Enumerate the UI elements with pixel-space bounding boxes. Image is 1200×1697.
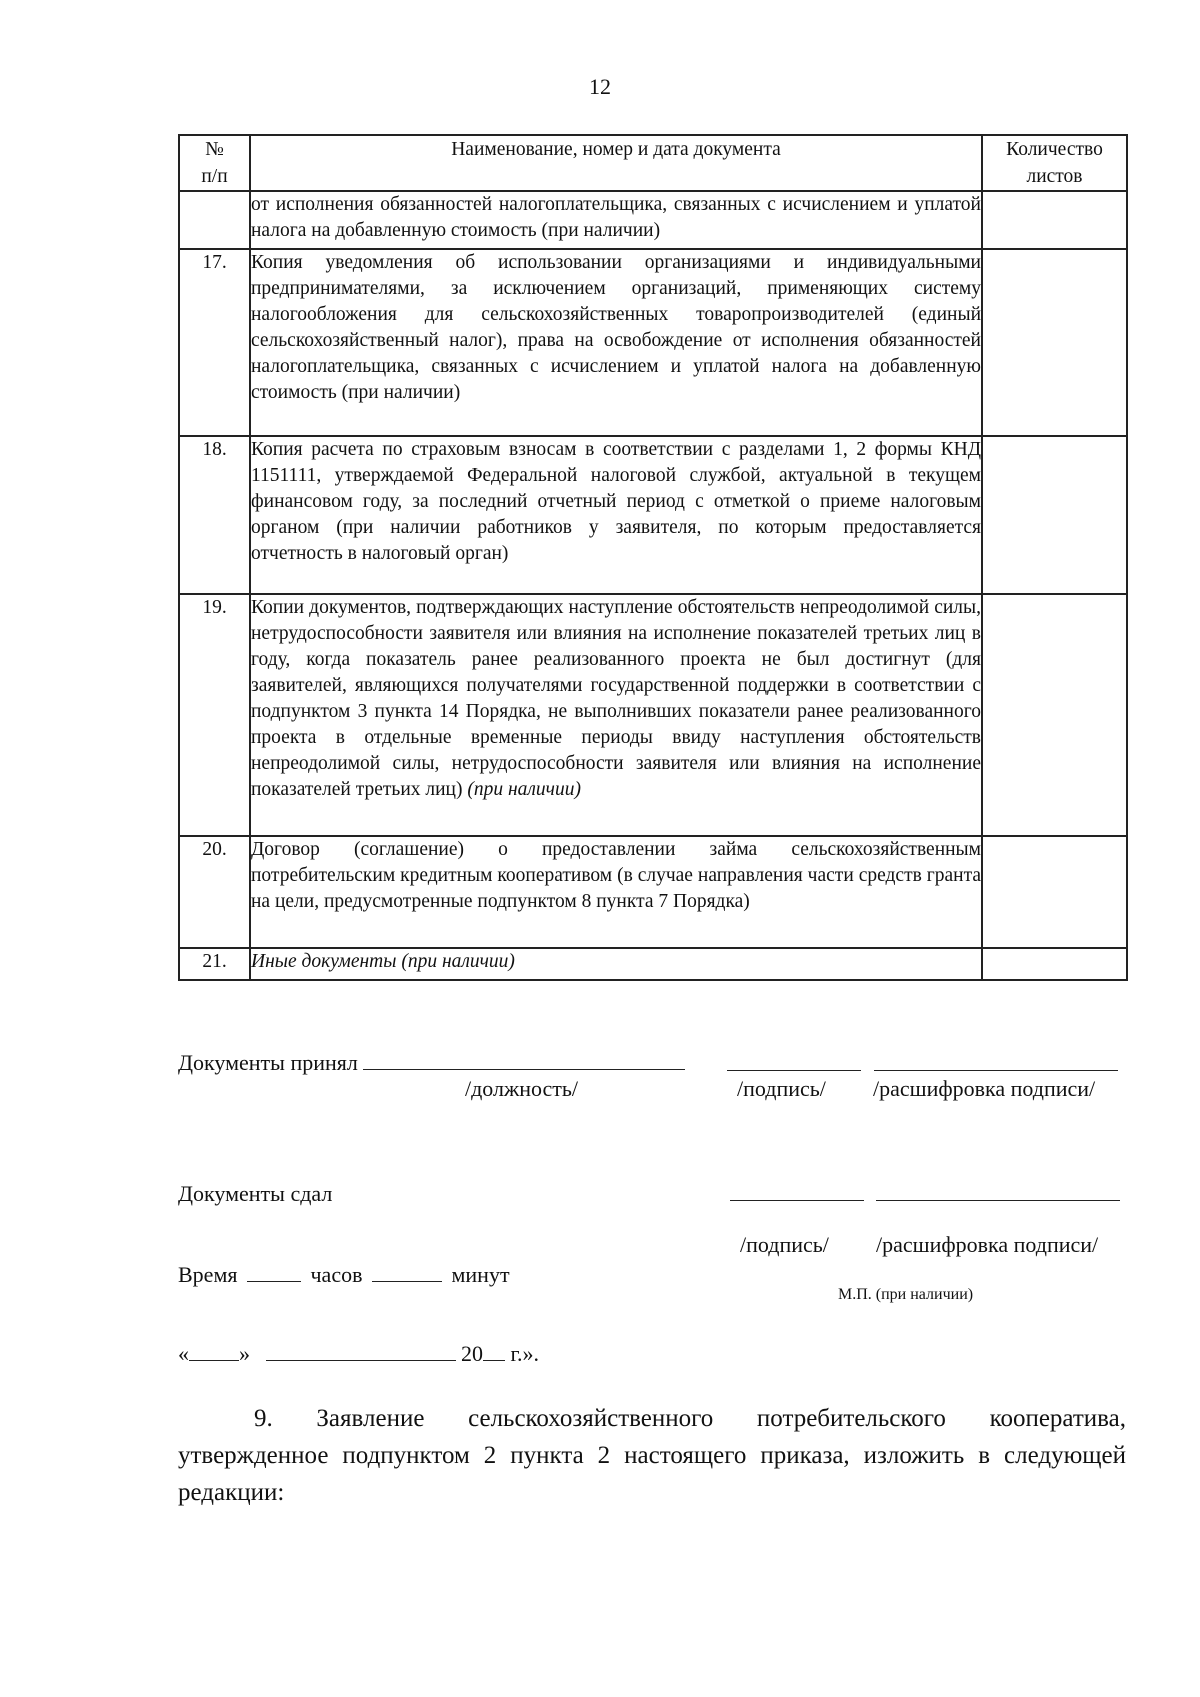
accepted-signature-line bbox=[727, 1070, 861, 1071]
date-section bbox=[178, 1341, 539, 1367]
header-sheet-count: Количество листов bbox=[982, 135, 1127, 191]
row-number bbox=[179, 191, 250, 249]
handed-decode-caption: /расшифровка подписи/ bbox=[876, 1232, 1099, 1257]
accepted-position-line bbox=[363, 1069, 685, 1070]
year-suffix: г.». bbox=[510, 1341, 540, 1366]
row-number: 17. bbox=[179, 249, 250, 436]
handed-signature-caption: /подпись/ bbox=[740, 1232, 829, 1257]
minutes-line bbox=[372, 1281, 442, 1282]
row-document-name: Копия расчета по страховым взносам в соответствии с разделами 1, 2 формы КНД 1151111, утверждаемой Федеральной налоговой службой, актуальной в текущем финансовом году, за последний отчетный период с отметкой о приеме налоговым органом (при наличии работников у заявителя, по которым предоставляется отчетность в налоговый орган) bbox=[250, 436, 982, 594]
accepted-signature-caption: /подпись/ bbox=[737, 1076, 826, 1101]
row-document-name: Копия уведомления об использовании организациями и индивидуальными предпринимателями, за исключением организаций, применяющих систему налогообложения для сельскохозяйственных товаропроизводителей (единый сельскохозяйственный налог), права на освобождение от исполнения обязанностей налогоплательщика, связанных с исчислением и уплатой налога на добавленную стоимость (при наличии) bbox=[250, 249, 982, 436]
accepted-decode-caption: /расшифровка подписи/ bbox=[873, 1076, 1096, 1101]
row-sheet-count bbox=[982, 594, 1127, 836]
amendment-paragraph: 9. Заявление сельскохозяйственного потребительского кооператива, утвержденное подпунктом 2 пункта 2 настоящего приказа, изложить в следующей редакции: bbox=[178, 1405, 1126, 1506]
row-sheet-count bbox=[982, 249, 1127, 436]
row-document-name: от исполнения обязанностей налогоплательщика, связанных с исчислением и уплатой налога на добавленную стоимость (при наличии) bbox=[250, 191, 982, 249]
row-number: 19. bbox=[179, 594, 250, 836]
table-header-row bbox=[179, 135, 1127, 191]
row-document-name: Иные документы (при наличии) bbox=[250, 948, 982, 980]
month-line bbox=[266, 1360, 456, 1361]
table-row bbox=[179, 436, 1127, 594]
accepted-position-caption: /должность/ bbox=[465, 1076, 579, 1101]
time-label: Время bbox=[178, 1262, 238, 1287]
table-row bbox=[179, 836, 1127, 948]
year-line bbox=[483, 1360, 505, 1361]
header-number: № п/п bbox=[179, 135, 250, 191]
accepted-label: Документы принял bbox=[178, 1050, 358, 1075]
table-row bbox=[179, 249, 1127, 436]
row-sheet-count bbox=[982, 436, 1127, 594]
date-open-quote: « bbox=[178, 1341, 189, 1366]
date-close-quote: » bbox=[239, 1341, 250, 1366]
row-document-name bbox=[250, 594, 982, 836]
table-row bbox=[179, 594, 1127, 836]
year-prefix: 20 bbox=[461, 1341, 483, 1366]
table-row bbox=[179, 948, 1127, 980]
row-sheet-count bbox=[982, 836, 1127, 948]
row-document-name-text: Копии документов, подтверждающих наступление обстоятельств непреодолимой силы, нетрудоспособности заявителя или влияния на исполнение показателей третьих лиц в году, когда показатель ранее реализованного проекта не был достигнут (для заявителей, являющихся получателями государственной поддержки в соответствии с подпунктом 3 пункта 14 Порядка, не выполнивших показатели ранее реализованного проекта в отдельные временные периоды ввиду наступления обстоятельств непреодолимой силы, нетрудоспособности заявителя или влияния на исполнение показателей третьих лиц) bbox=[251, 597, 981, 800]
stamp-note: М.П. (при наличии) bbox=[838, 1286, 974, 1303]
handed-decode-line bbox=[876, 1200, 1120, 1201]
row-number: 20. bbox=[179, 836, 250, 948]
row-document-name-italic: (при наличии) bbox=[462, 779, 581, 800]
handed-signature-line bbox=[730, 1200, 864, 1201]
page-number: 12 bbox=[589, 74, 611, 99]
accepted-section bbox=[178, 1050, 685, 1076]
handed-label: Документы сдал bbox=[178, 1181, 333, 1206]
row-sheet-count bbox=[982, 191, 1127, 249]
row-number: 18. bbox=[179, 436, 250, 594]
row-document-name: Договор (соглашение) о предоставлении займа сельскохозяйственным потребительским кредитным кооперативом (в случае направления части средств гранта на цели, предусмотренные подпунктом 8 пункта 7 Порядка) bbox=[250, 836, 982, 948]
documents-table bbox=[178, 134, 1128, 981]
minutes-label: минут bbox=[451, 1262, 510, 1287]
time-section bbox=[178, 1262, 510, 1288]
accepted-decode-line bbox=[874, 1070, 1118, 1071]
hours-label: часов bbox=[310, 1262, 363, 1287]
row-sheet-count bbox=[982, 948, 1127, 980]
hours-line bbox=[247, 1281, 301, 1282]
table-row bbox=[179, 191, 1127, 249]
day-line bbox=[189, 1360, 239, 1361]
row-number: 21. bbox=[179, 948, 250, 980]
header-document-name: Наименование, номер и дата документа bbox=[250, 135, 982, 191]
